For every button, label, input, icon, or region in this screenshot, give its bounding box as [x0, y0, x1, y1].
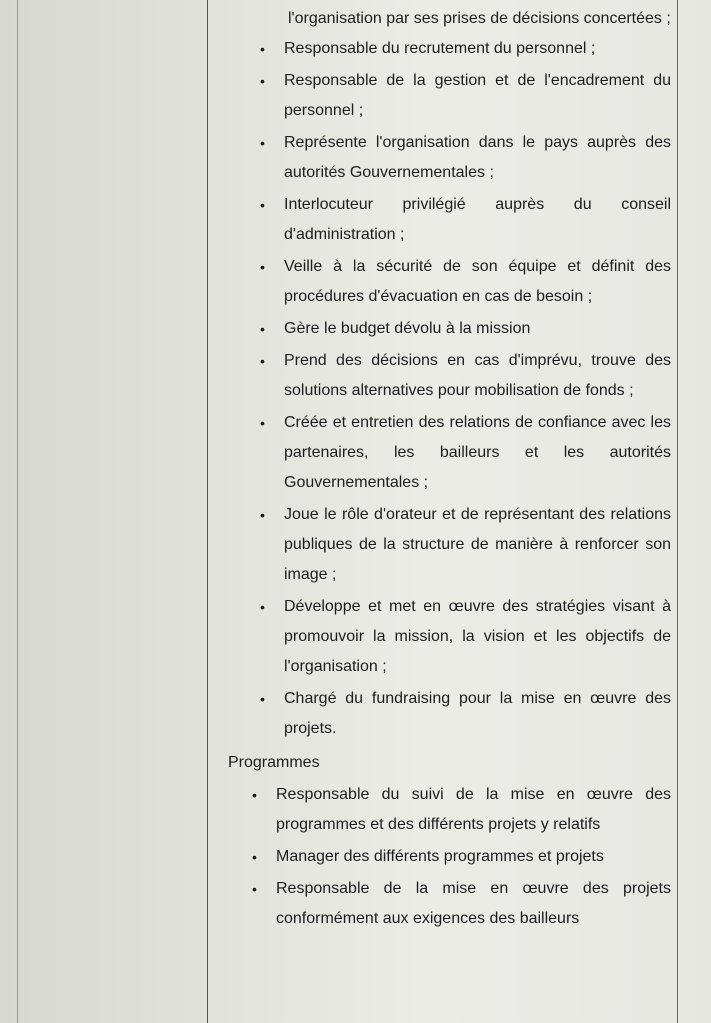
list-item-text: Gère le budget dévolu à la mission — [284, 320, 531, 337]
list-item-text: Responsable du recrutement du personnel ; — [284, 40, 596, 57]
bullet-icon: • — [260, 415, 265, 431]
list-item-text: Prend des décisions en cas d'imprévu, trouve des solutions alternatives pour mobilisation de fonds ; — [284, 352, 671, 399]
list-item — [260, 66, 671, 126]
list-item-text: Responsable de la mise en œuvre des projets conformément aux exigences des bailleurs — [276, 880, 671, 927]
list-item — [260, 500, 671, 590]
bullet-icon: • — [252, 881, 257, 897]
list-item-text: Manager des différents programmes et projets — [276, 848, 604, 865]
list-item-text: Responsable du suivi de la mise en œuvre des programmes et des différents projets y relatifs — [276, 786, 671, 833]
intro-continuation: l'organisation par ses prises de décisions concertées ; — [288, 10, 671, 27]
bullet-icon: • — [260, 353, 265, 369]
list-item-text: Responsable de la gestion et de l'encadrement du personnel ; — [284, 72, 671, 119]
list-item-text: Joue le rôle d'orateur et de représentant des relations publiques de la structure de manière à renforcer son image ; — [284, 506, 671, 583]
bullet-icon: • — [260, 197, 265, 213]
bullet-icon: • — [252, 787, 257, 803]
section-heading-programmes: Programmes — [228, 754, 320, 771]
bullet-icon: • — [260, 259, 265, 275]
list-item — [260, 34, 671, 64]
list-item — [260, 684, 671, 744]
list-item — [260, 128, 671, 188]
bullet-icon: • — [260, 73, 265, 89]
list-item — [252, 780, 671, 840]
list-item-text: Chargé du fundraising pour la mise en œuvre des projets. — [284, 690, 671, 737]
list-item — [252, 874, 671, 934]
list-item — [260, 314, 671, 344]
bullet-icon: • — [260, 41, 265, 57]
bullet-icon: • — [260, 135, 265, 151]
list-item-text: Veille à la sécurité de son équipe et définit des procédures d'évacuation en cas de besoin ; — [284, 258, 671, 305]
list-item-text: Développe et met en œuvre des stratégies visant à promouvoir la mission, la vision et les objectifs de l'organisation ; — [284, 598, 671, 675]
bullet-icon: • — [260, 599, 265, 615]
list-item — [260, 252, 671, 312]
table-right-border — [677, 0, 678, 1023]
bullet-icon: • — [260, 691, 265, 707]
responsibilities-cell — [228, 4, 671, 936]
bullet-icon: • — [260, 507, 265, 523]
responsibilities-list — [228, 34, 671, 744]
list-item — [260, 190, 671, 250]
list-item-text: Représente l'organisation dans le pays auprès des autorités Gouvernementales ; — [284, 134, 671, 181]
list-item-text: Créée et entretien des relations de confiance avec les partenaires, les bailleurs et les autorités Gouvernementales ; — [284, 414, 671, 491]
table-column-divider — [207, 0, 208, 1023]
bullet-icon: • — [260, 321, 265, 337]
list-item — [260, 346, 671, 406]
programmes-list — [228, 780, 671, 934]
list-item-text: Interlocuteur privilégié auprès du conseil d'administration ; — [284, 196, 671, 243]
bullet-icon: • — [252, 849, 257, 865]
list-item — [260, 592, 671, 682]
page-left-edge — [17, 0, 18, 1023]
list-item — [252, 842, 671, 872]
list-item — [260, 408, 671, 498]
